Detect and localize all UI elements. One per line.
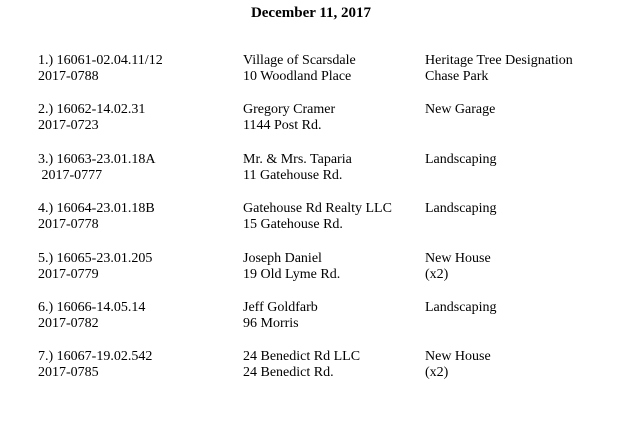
entry-party-column xyxy=(243,53,356,85)
entry-description-column xyxy=(425,300,497,316)
entry-description-detail: Chase Park xyxy=(425,69,489,84)
entry-number: 6.) 16066-14.05.14 xyxy=(38,299,146,315)
entry-list xyxy=(38,53,618,399)
entry-description: Landscaping xyxy=(425,299,497,315)
entry-address: 15 Gatehouse Rd. xyxy=(243,217,343,233)
entry-description: New House xyxy=(425,250,491,266)
entry-id-column xyxy=(38,300,145,332)
entry-id-column xyxy=(38,53,163,85)
entry-number: 7.) 16067-19.02.542 xyxy=(38,349,153,365)
list-item xyxy=(38,152,618,201)
entry-reference: 2017-0788 xyxy=(38,69,99,84)
list-item xyxy=(38,53,618,102)
entry-number: 2.) 16062-14.02.31 xyxy=(38,102,146,118)
entry-applicant: Jeff Goldfarb xyxy=(243,299,318,315)
entry-number: 3.) 16063-23.01.18A xyxy=(38,151,156,167)
entry-description: Heritage Tree Designation xyxy=(425,53,573,68)
entry-address: 10 Woodland Place xyxy=(243,69,352,84)
list-item xyxy=(38,300,618,349)
entry-id-column xyxy=(38,102,145,134)
entry-reference: 2017-0782 xyxy=(38,315,99,331)
entry-reference: 2017-0778 xyxy=(38,217,99,233)
page-heading: December 11, 2017 xyxy=(250,5,372,21)
entry-id-column xyxy=(38,349,152,381)
entry-applicant: Village of Scarsdale xyxy=(243,53,356,68)
entry-applicant: Gregory Cramer xyxy=(243,102,336,118)
entry-description-column xyxy=(425,201,497,217)
entry-party-column xyxy=(243,152,352,184)
entry-party-column xyxy=(243,251,340,283)
entry-address: 96 Morris xyxy=(243,315,299,331)
entry-description-column xyxy=(425,251,491,283)
entry-address: 11 Gatehouse Rd. xyxy=(243,167,343,183)
entry-reference: 2017-0723 xyxy=(38,118,99,134)
entry-id-column xyxy=(38,152,155,184)
entry-description: Landscaping xyxy=(425,151,497,167)
entry-description: New House xyxy=(425,349,491,365)
entry-applicant: 24 Benedict Rd LLC xyxy=(243,349,361,365)
list-item xyxy=(38,251,618,300)
entry-address: 24 Benedict Rd. xyxy=(243,365,334,381)
entry-applicant: Mr. & Mrs. Taparia xyxy=(243,151,352,167)
entry-reference: 2017-0779 xyxy=(38,266,99,282)
entry-party-column xyxy=(243,201,392,233)
entry-description-column xyxy=(425,349,491,381)
entry-address: 19 Old Lyme Rd. xyxy=(243,266,341,282)
entry-applicant: Joseph Daniel xyxy=(243,250,322,266)
entry-reference: 2017-0777 xyxy=(38,167,103,183)
list-item xyxy=(38,201,618,250)
entry-party-column xyxy=(243,349,360,381)
entry-id-column xyxy=(38,251,152,283)
entry-number: 4.) 16064-23.01.18B xyxy=(38,201,155,217)
entry-description-column xyxy=(425,152,497,168)
entry-applicant: Gatehouse Rd Realty LLC xyxy=(243,201,392,217)
list-item xyxy=(38,349,618,398)
entry-address: 1144 Post Rd. xyxy=(243,118,322,134)
entry-description-column xyxy=(425,102,495,118)
entry-party-column xyxy=(243,300,318,332)
entry-party-column xyxy=(243,102,335,134)
entry-description-detail: (x2) xyxy=(425,266,449,282)
entry-number: 5.) 16065-23.01.205 xyxy=(38,250,153,266)
list-item xyxy=(38,102,618,151)
entry-description: Landscaping xyxy=(425,201,497,217)
entry-description-detail: (x2) xyxy=(425,365,449,381)
entry-reference: 2017-0785 xyxy=(38,365,99,381)
entry-description: New Garage xyxy=(425,102,496,118)
entry-description-column xyxy=(425,53,573,85)
entry-number: 1.) 16061-02.04.11/12 xyxy=(38,53,163,68)
entry-id-column xyxy=(38,201,155,233)
